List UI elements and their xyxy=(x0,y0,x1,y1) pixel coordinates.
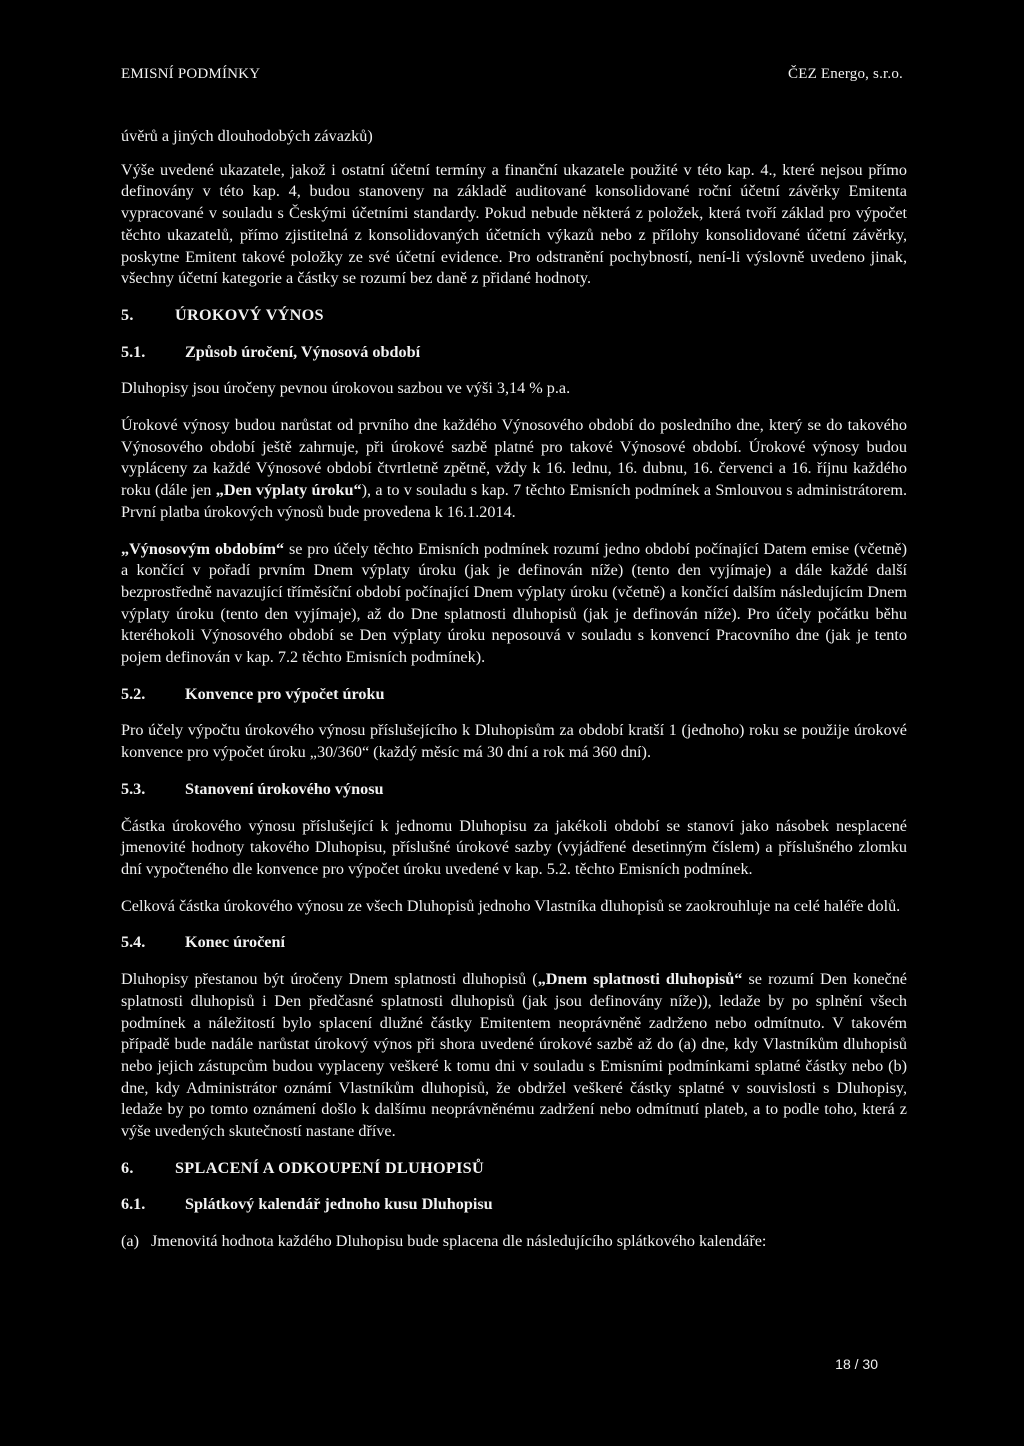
paragraph xyxy=(121,415,907,524)
defined-term: „Den výplaty úroku“ xyxy=(215,481,362,500)
paragraph: Dluhopisy jsou úročeny pevnou úrokovou sazbou ve výši 3,14 % p.a. xyxy=(121,379,571,398)
subsection-heading-6-1 xyxy=(121,1194,907,1216)
page-number: 18 / 30 xyxy=(835,1356,878,1372)
paragraph xyxy=(121,969,907,1143)
text-run: Úrokové výnosy budou narůstat od prvního dne každého Výnosového období do posledního dne, který se do takového Výnosového období ještě zahrnuje, při úrokové sazbě platné pro takové Výnosové období. Úrokové výnosy budou vypláceny za každé Výnosové období čtvrtletně zpětně, vždy k 16. lednu, 16. dubnu, 16. červenci a 16. říjnu každého roku (dále jen xyxy=(121,416,907,500)
section-number: 6. xyxy=(121,1158,134,1177)
page-content xyxy=(121,126,907,1253)
list-item-text: Jmenovitá hodnota každého Dluhopisu bude splacena dle následujícího splátkového kalendáře: xyxy=(151,1232,767,1251)
section-number: 5.2. xyxy=(121,684,146,703)
list-item-label: (a) xyxy=(121,1232,139,1251)
section-number: 5. xyxy=(121,305,134,324)
subsection-heading-5-4 xyxy=(121,932,907,954)
paragraph xyxy=(121,539,907,669)
subsection-heading-5-1 xyxy=(121,342,907,364)
header-issuer: ČEZ Energo, s.r.o. xyxy=(788,66,903,82)
section-title: Konvence pro výpočet úroku xyxy=(185,684,385,703)
text-run: ), a to v souladu s kap. 7 těchto Emisních podmínek a Smlouvou s administrátorem. První platba úrokových výnosů bude provedena k 16.1.2014. xyxy=(121,481,907,521)
subsection-heading-5-2 xyxy=(121,684,907,706)
paragraph: Celková částka úrokového výnosu ze všech Dluhopisů jednoho Vlastníka dluhopisů se zaokrouhluje na celé haléře dolů. xyxy=(121,896,901,915)
section-title: SPLACENÍ A ODKOUPENÍ DLUHOPISŮ xyxy=(175,1158,484,1177)
section-heading-5 xyxy=(121,305,907,327)
section-title: Způsob úročení, Výnosová období xyxy=(185,342,421,361)
list-item xyxy=(121,1231,907,1253)
section-number: 6.1. xyxy=(121,1195,146,1214)
section-number: 5.1. xyxy=(121,342,146,361)
subsection-heading-5-3 xyxy=(121,779,907,801)
section-heading-6 xyxy=(121,1158,907,1180)
section-title: ÚROKOVÝ VÝNOS xyxy=(175,305,324,324)
paragraph: Částka úrokového výnosu příslušející k jednomu Dluhopisu za jakékoli období se stanoví jako násobek nesplacené jmenovité hodnoty takového Dluhopisu, příslušné úrokové sazby (vyjádřené desetinným číslem) a příslušného zlomku dní vypočteného dle konvence pro výpočet úroku uvedené v kap. 5.2. těchto Emisních podmínek. xyxy=(121,816,907,878)
defined-term: „Dnem splatnosti dluhopisů“ xyxy=(537,970,743,989)
paragraph: úvěrů a jiných dlouhodobých závazků) xyxy=(121,127,373,145)
text-run: se pro účely těchto Emisních podmínek rozumí jedno období počínající Datem emise (včetně) a končící v pořadí prvním Dnem výplaty úroku (jak je definován níže) (tento den vyjímaje) a dále každé další bezprostředně navazující tříměsíční období počínající Dnem výplaty úroku (včetně) a končící dalším následujícím Dnem výplaty úroku (tento den vyjímaje), až do Dne splatnosti dluhopisů (jak je definován níže). Pro účely počátku běhu kteréhokoli Výnosového období se Den výplaty úroku neposouvá v souladu s konvencí Pracovního dne (jak je tento pojem definován v kap. 7.2 těchto Emisních podmínek). xyxy=(121,539,907,667)
section-title: Splátkový kalendář jednoho kusu Dluhopisu xyxy=(185,1195,493,1214)
section-number: 5.4. xyxy=(121,933,146,952)
page-header xyxy=(121,66,903,83)
text-run: se rozumí Den konečné splatnosti dluhopisů i Den předčasné splatnosti dluhopisů (jak jsou definovány níže)), ledaže by po splnění všech podmínek a náležitostí bylo splacení dlužné částky Emitentem neoprávněně zadrženo nebo odmítnuto. V takovém případě bude nadále narůstat úrokový výnos při shora uvedené úrokové sazbě až do (a) dne, kdy Vlastníkům dluhopisů nebo jejich zástupcům budou vyplaceny veškeré k tomu dni v souladu s Emisními podmínkami splatné částky nebo (b) dne, kdy Administrátor oznámí Vlastníkům dluhopisů, že obdržel veškeré částky splatné v souvislosti s Dluhopisy, ledaže by po tomto oznámení došlo k dalšímu neoprávněnému zadržení nebo odmítnutí plateb, a to podle toho, která z výše uvedených skutečností nastane dříve. xyxy=(121,970,907,1141)
header-title: EMISNÍ PODMÍNKY xyxy=(121,66,261,82)
paragraph: Pro účely výpočtu úrokového výnosu příslušejícího k Dluhopisům za období kratší 1 (jednoho) roku se použije úrokové konvence pro výpočet úroku „30/360“ (každý měsíc má 30 dní a rok má 360 dní). xyxy=(121,721,907,762)
defined-term: „Výnosovým obdobím“ xyxy=(121,539,285,558)
text-run: Dluhopisy přestanou být úročeny Dnem splatnosti dluhopisů ( xyxy=(121,970,538,989)
section-number: 5.3. xyxy=(121,779,146,798)
paragraph: Výše uvedené ukazatele, jakož i ostatní účetní termíny a finanční ukazatele použité v této kap. 4., které nejsou přímo definovány v této kap. 4, budou stanoveny na základě auditované konsolidované roční účetní závěrky Emitenta vypracované v souladu s Českými účetními standardy. Pokud nebude některá z položek, která tvoří základ pro výpočet těchto ukazatelů, přímo zjistitelná z konsolidovaných účetních výkazů nebo z přílohy konsolidované účetní závěrky, poskytne Emitent takové položky ze své účetní evidence. Pro odstranění pochybností, není-li výslovně uvedeno jinak, všechny účetní kategorie a částky se rozumí bez daně z přidané hodnoty. xyxy=(121,160,907,288)
section-title: Stanovení úrokového výnosu xyxy=(185,779,384,798)
section-title: Konec úročení xyxy=(185,933,285,952)
